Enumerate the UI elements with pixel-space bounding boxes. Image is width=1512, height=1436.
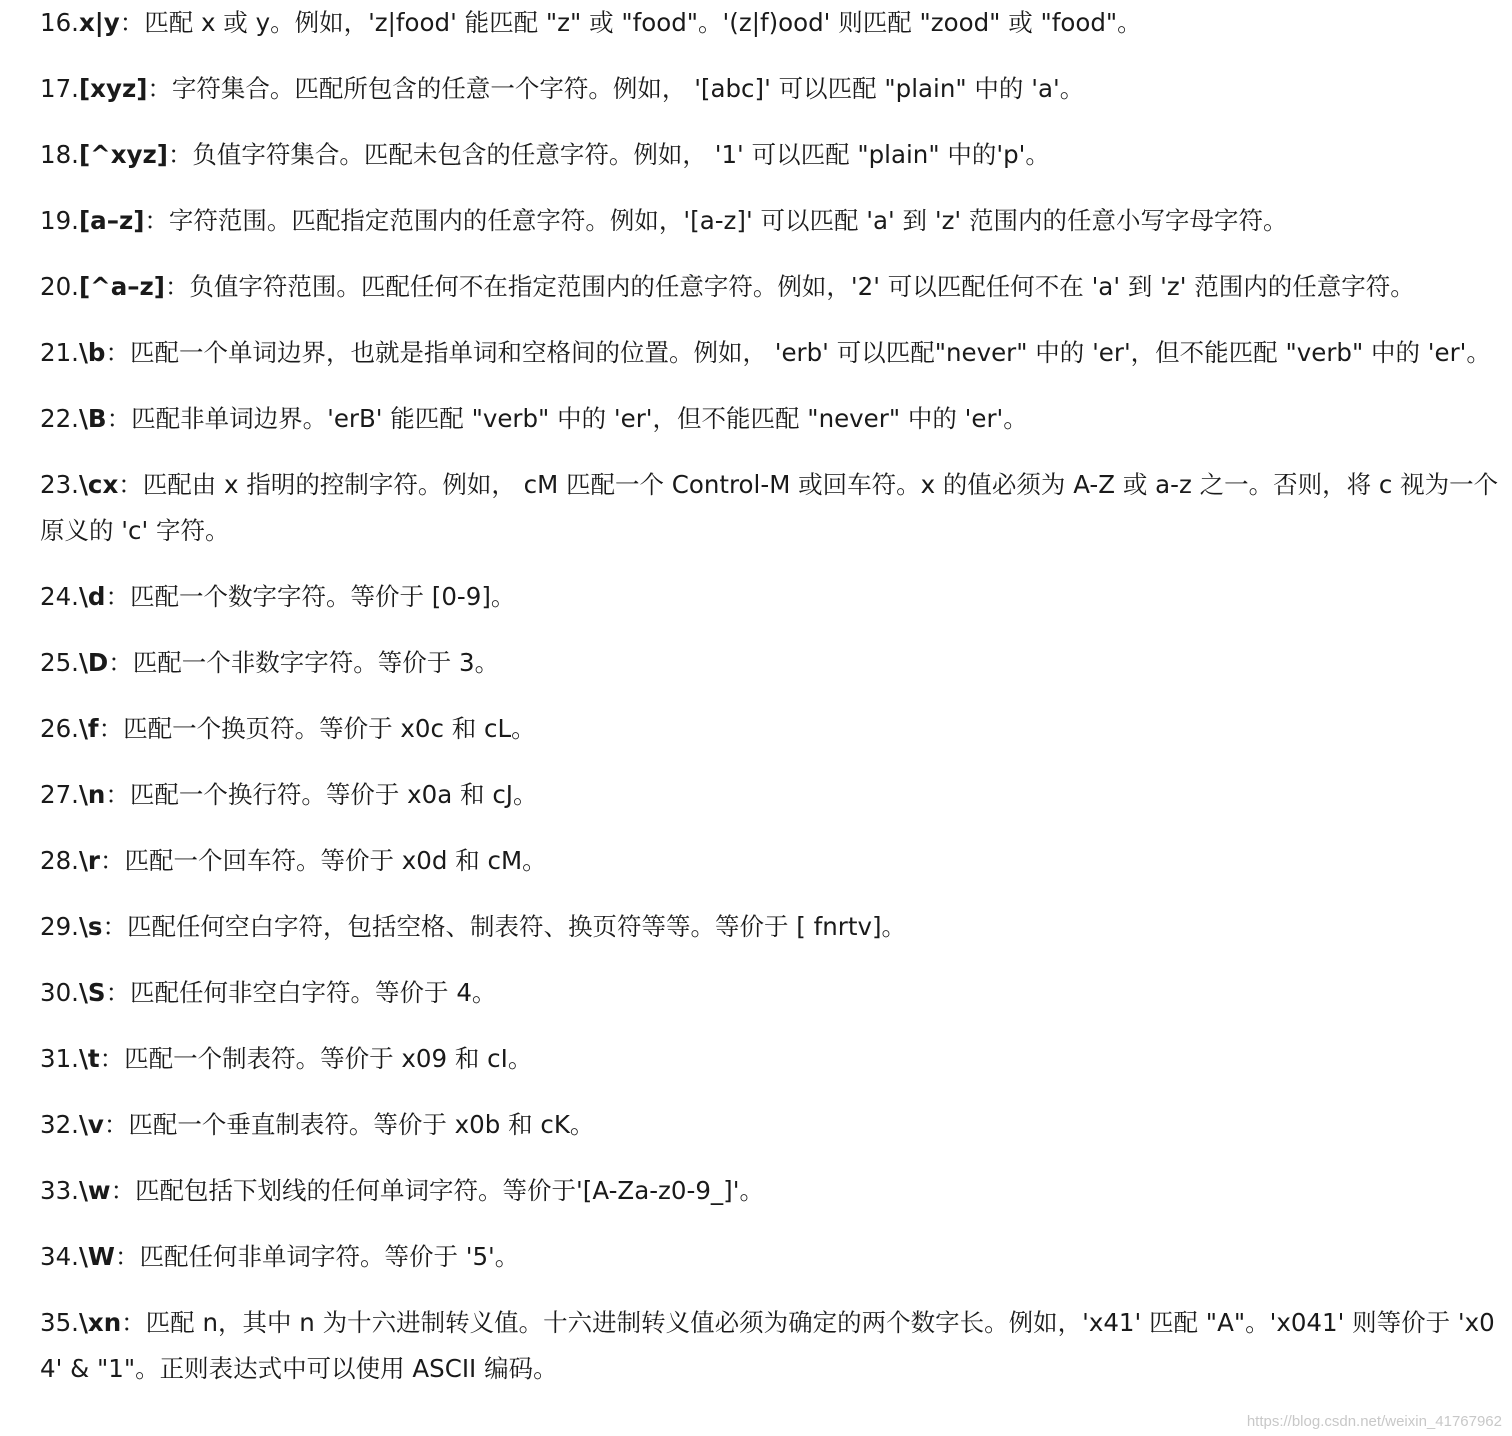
list-item (40, 462, 1500, 554)
list-item (40, 198, 1500, 244)
list-item (40, 132, 1500, 178)
item-number: 27. (40, 780, 79, 809)
list-item (40, 1102, 1500, 1148)
item-number: 29. (40, 912, 79, 941)
list-item (40, 574, 1500, 620)
list-item (40, 1168, 1500, 1214)
item-key: \w (78, 1176, 111, 1205)
item-description: ：匹配任何非单词字符。等价于 '5'。 (114, 1242, 520, 1271)
item-description: ：匹配一个换页符。等价于 x0c 和 cL。 (98, 714, 536, 743)
item-number: 28. (40, 846, 79, 875)
item-key: \s (78, 912, 103, 941)
list-item (40, 838, 1500, 884)
item-number: 32. (40, 1110, 79, 1139)
item-key: \r (78, 846, 100, 875)
item-key: \d (78, 582, 106, 611)
item-number: 24. (40, 582, 79, 611)
list-item (40, 1234, 1500, 1280)
watermark: https://blog.csdn.net/weixin_41767962 (1246, 1413, 1502, 1430)
item-key: \W (78, 1242, 115, 1271)
item-description: ：匹配一个回车符。等价于 x0d 和 cM。 (100, 846, 547, 875)
item-key: [^a–z] (78, 272, 165, 301)
item-key: \f (78, 714, 99, 743)
item-description: ：负值字符范围。匹配任何不在指定范围内的任意字符。例如，'2' 可以匹配任何不在 'a' 到 'z' 范围内的任意字符。 (164, 272, 1415, 301)
list-item (40, 706, 1500, 752)
item-number: 34. (40, 1242, 79, 1271)
list-item (40, 970, 1500, 1016)
list-item (40, 330, 1500, 376)
item-number: 35. (40, 1308, 79, 1337)
item-description: ：字符集合。匹配所包含的任意一个字符。例如， '[abc]' 可以匹配 "plain" 中的 'a'。 (147, 74, 1085, 103)
item-key: \b (78, 338, 106, 367)
list-item (40, 772, 1500, 818)
item-number: 21. (40, 338, 79, 367)
list-item (40, 1300, 1500, 1392)
list-item (40, 904, 1500, 950)
regex-reference-list (40, 0, 1500, 1412)
item-description: ：匹配一个换行符。等价于 x0a 和 cJ。 (105, 780, 538, 809)
item-description: ：匹配一个数字字符。等价于 [0-9]。 (105, 582, 516, 611)
item-description: ：负值字符集合。匹配未包含的任意字符。例如， '1' 可以匹配 "plain" 中的'p'。 (167, 140, 1050, 169)
item-description: ：匹配一个垂直制表符。等价于 x0b 和 cK。 (103, 1110, 595, 1139)
item-number: 16. (40, 8, 79, 37)
item-description: ：匹配包括下划线的任何单词字符。等价于'[A-Za-z0-9_]'。 (110, 1176, 764, 1205)
item-key: [a–z] (78, 206, 145, 235)
list-item (40, 66, 1500, 112)
list-item (40, 396, 1500, 442)
item-number: 20. (40, 272, 79, 301)
item-description: ：匹配一个非数字字符。等价于 3。 (108, 648, 500, 677)
item-key: [xyz] (78, 74, 148, 103)
item-number: 25. (40, 648, 79, 677)
item-description: ：匹配任何空白字符，包括空格、制表符、换页符等等。等价于 [ fnrtv]。 (102, 912, 907, 941)
item-number: 17. (40, 74, 79, 103)
item-number: 33. (40, 1176, 79, 1205)
item-number: 22. (40, 404, 79, 433)
item-description: ：匹配 n，其中 n 为十六进制转义值。十六进制转义值必须为确定的两个数字长。例如，'x41' 匹配 "A"。'x041' 则等价于 'x04' & "1"。正则表达式中可以使用 ASCII 编码。 (40, 1308, 1495, 1383)
item-number: 26. (40, 714, 79, 743)
item-number: 31. (40, 1044, 79, 1073)
list-item (40, 1036, 1500, 1082)
item-key: \S (78, 978, 106, 1007)
item-key: \cx (78, 470, 119, 499)
item-key: \B (78, 404, 107, 433)
list-item (40, 640, 1500, 686)
item-key: \n (78, 780, 106, 809)
list-item (40, 264, 1500, 310)
item-description: ：匹配由 x 指明的控制字符。例如， cM 匹配一个 Control-M 或回车符。x 的值必须为 A-Z 或 a-z 之一。否则，将 c 视为一个原义的 'c' 字符。 (40, 470, 1499, 545)
item-number: 23. (40, 470, 79, 499)
item-description: ：匹配 x 或 y。例如，'z|food' 能匹配 "z" 或 "food"。'(z|f)ood' 则匹配 "zood" 或 "food"。 (119, 8, 1142, 37)
item-key: x|y (78, 8, 120, 37)
item-key: [^xyz] (78, 140, 168, 169)
item-key: \t (78, 1044, 100, 1073)
list-item (40, 0, 1500, 46)
item-key: \D (78, 648, 109, 677)
item-description: ：匹配任何非空白字符。等价于 4。 (105, 978, 497, 1007)
item-description: ：匹配非单词边界。'erB' 能匹配 "verb" 中的 'er'，但不能匹配 "never" 中的 'er'。 (106, 404, 1028, 433)
item-number: 18. (40, 140, 79, 169)
item-number: 19. (40, 206, 79, 235)
item-key: \xn (78, 1308, 122, 1337)
item-description: ：字符范围。匹配指定范围内的任意字符。例如，'[a-z]' 可以匹配 'a' 到 'z' 范围内的任意小写字母字符。 (144, 206, 1288, 235)
item-number: 30. (40, 978, 79, 1007)
item-key: \v (78, 1110, 104, 1139)
item-description: ：匹配一个单词边界，也就是指单词和空格间的位置。例如， 'erb' 可以匹配"never" 中的 'er'，但不能匹配 "verb" 中的 'er'。 (105, 338, 1491, 367)
item-description: ：匹配一个制表符。等价于 x09 和 cI。 (99, 1044, 533, 1073)
